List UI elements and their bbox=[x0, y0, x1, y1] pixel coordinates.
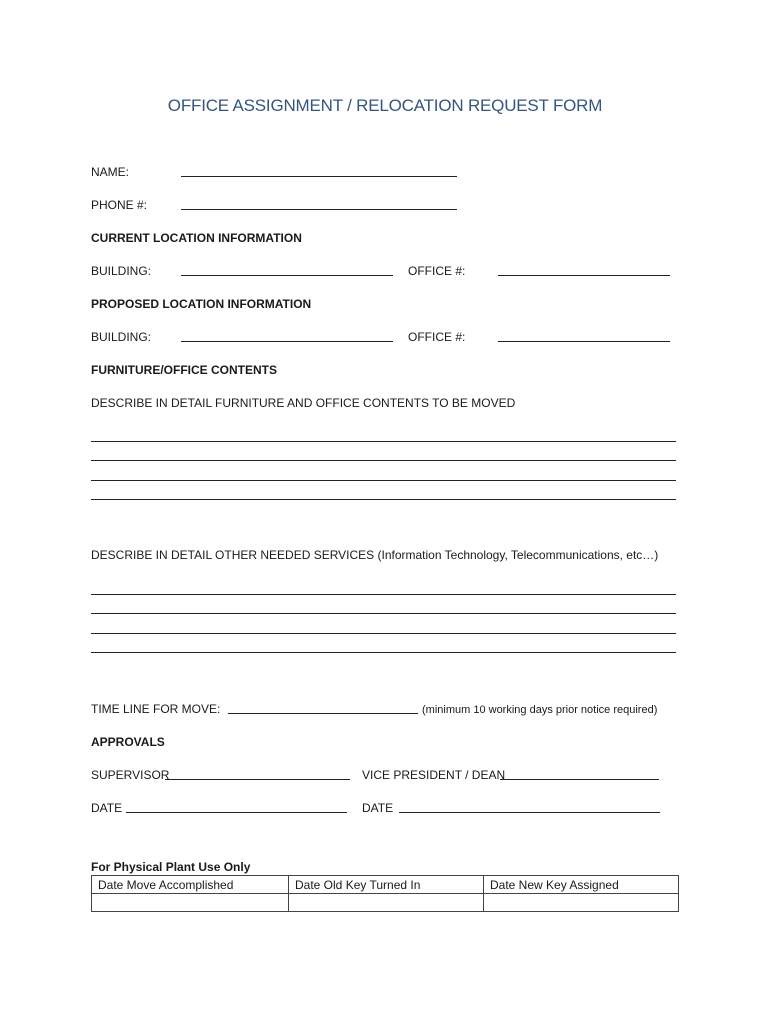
column-header-move-accomplished: Date Move Accomplished bbox=[92, 876, 289, 894]
supervisor-label: SUPERVISOR bbox=[91, 768, 170, 782]
furniture-heading: FURNITURE/OFFICE CONTENTS bbox=[91, 363, 277, 377]
furniture-line[interactable] bbox=[91, 480, 676, 481]
form-title: OFFICE ASSIGNMENT / RELOCATION REQUEST FORM bbox=[167, 96, 603, 115]
timeline-label: TIME LINE FOR MOVE: bbox=[91, 702, 221, 716]
vp-dean-field[interactable] bbox=[500, 779, 659, 780]
proposed-office-label: OFFICE #: bbox=[408, 330, 466, 344]
date-label-supervisor: DATE bbox=[91, 801, 123, 815]
furniture-prompt: DESCRIBE IN DETAIL FURNITURE AND OFFICE CONTENTS TO BE MOVED bbox=[91, 396, 516, 410]
date-field-vp[interactable] bbox=[399, 812, 660, 813]
furniture-line[interactable] bbox=[91, 460, 676, 461]
current-location-heading: CURRENT LOCATION INFORMATION bbox=[91, 231, 302, 245]
cell-old-key[interactable] bbox=[289, 894, 484, 912]
proposed-building-field[interactable] bbox=[181, 341, 393, 342]
cell-new-key[interactable] bbox=[484, 894, 679, 912]
services-prompt: DESCRIBE IN DETAIL OTHER NEEDED SERVICES (Information Technology, Telecommunications, etc…) bbox=[91, 548, 659, 562]
furniture-line[interactable] bbox=[91, 441, 676, 442]
phone-label: PHONE #: bbox=[91, 198, 148, 212]
current-building-label: BUILDING: bbox=[91, 264, 152, 278]
table-header-row bbox=[92, 876, 679, 894]
services-line[interactable] bbox=[91, 652, 676, 653]
proposed-location-heading: PROPOSED LOCATION INFORMATION bbox=[91, 297, 312, 311]
date-field-supervisor[interactable] bbox=[126, 812, 347, 813]
physical-plant-table bbox=[91, 875, 679, 912]
services-line[interactable] bbox=[91, 633, 676, 634]
name-field[interactable] bbox=[181, 176, 457, 177]
column-header-old-key: Date Old Key Turned In bbox=[289, 876, 484, 894]
name-label: NAME: bbox=[91, 165, 130, 179]
current-office-field[interactable] bbox=[498, 275, 670, 276]
cell-move-accomplished[interactable] bbox=[92, 894, 289, 912]
phone-field[interactable] bbox=[181, 209, 457, 210]
current-building-field[interactable] bbox=[181, 275, 393, 276]
table-row bbox=[92, 894, 679, 912]
vp-dean-label: VICE PRESIDENT / DEAN bbox=[362, 768, 506, 782]
furniture-line[interactable] bbox=[91, 499, 676, 500]
proposed-office-field[interactable] bbox=[498, 341, 670, 342]
approvals-heading: APPROVALS bbox=[91, 735, 165, 749]
current-office-label: OFFICE #: bbox=[408, 264, 466, 278]
services-line[interactable] bbox=[91, 613, 676, 614]
services-line[interactable] bbox=[91, 594, 676, 595]
column-header-new-key: Date New Key Assigned bbox=[484, 876, 679, 894]
timeline-note: (minimum 10 working days prior notice required) bbox=[422, 704, 658, 716]
supervisor-field[interactable] bbox=[165, 779, 350, 780]
timeline-field[interactable] bbox=[228, 713, 418, 714]
physical-plant-heading: For Physical Plant Use Only bbox=[91, 860, 251, 874]
proposed-building-label: BUILDING: bbox=[91, 330, 152, 344]
date-label-vp: DATE bbox=[362, 801, 394, 815]
